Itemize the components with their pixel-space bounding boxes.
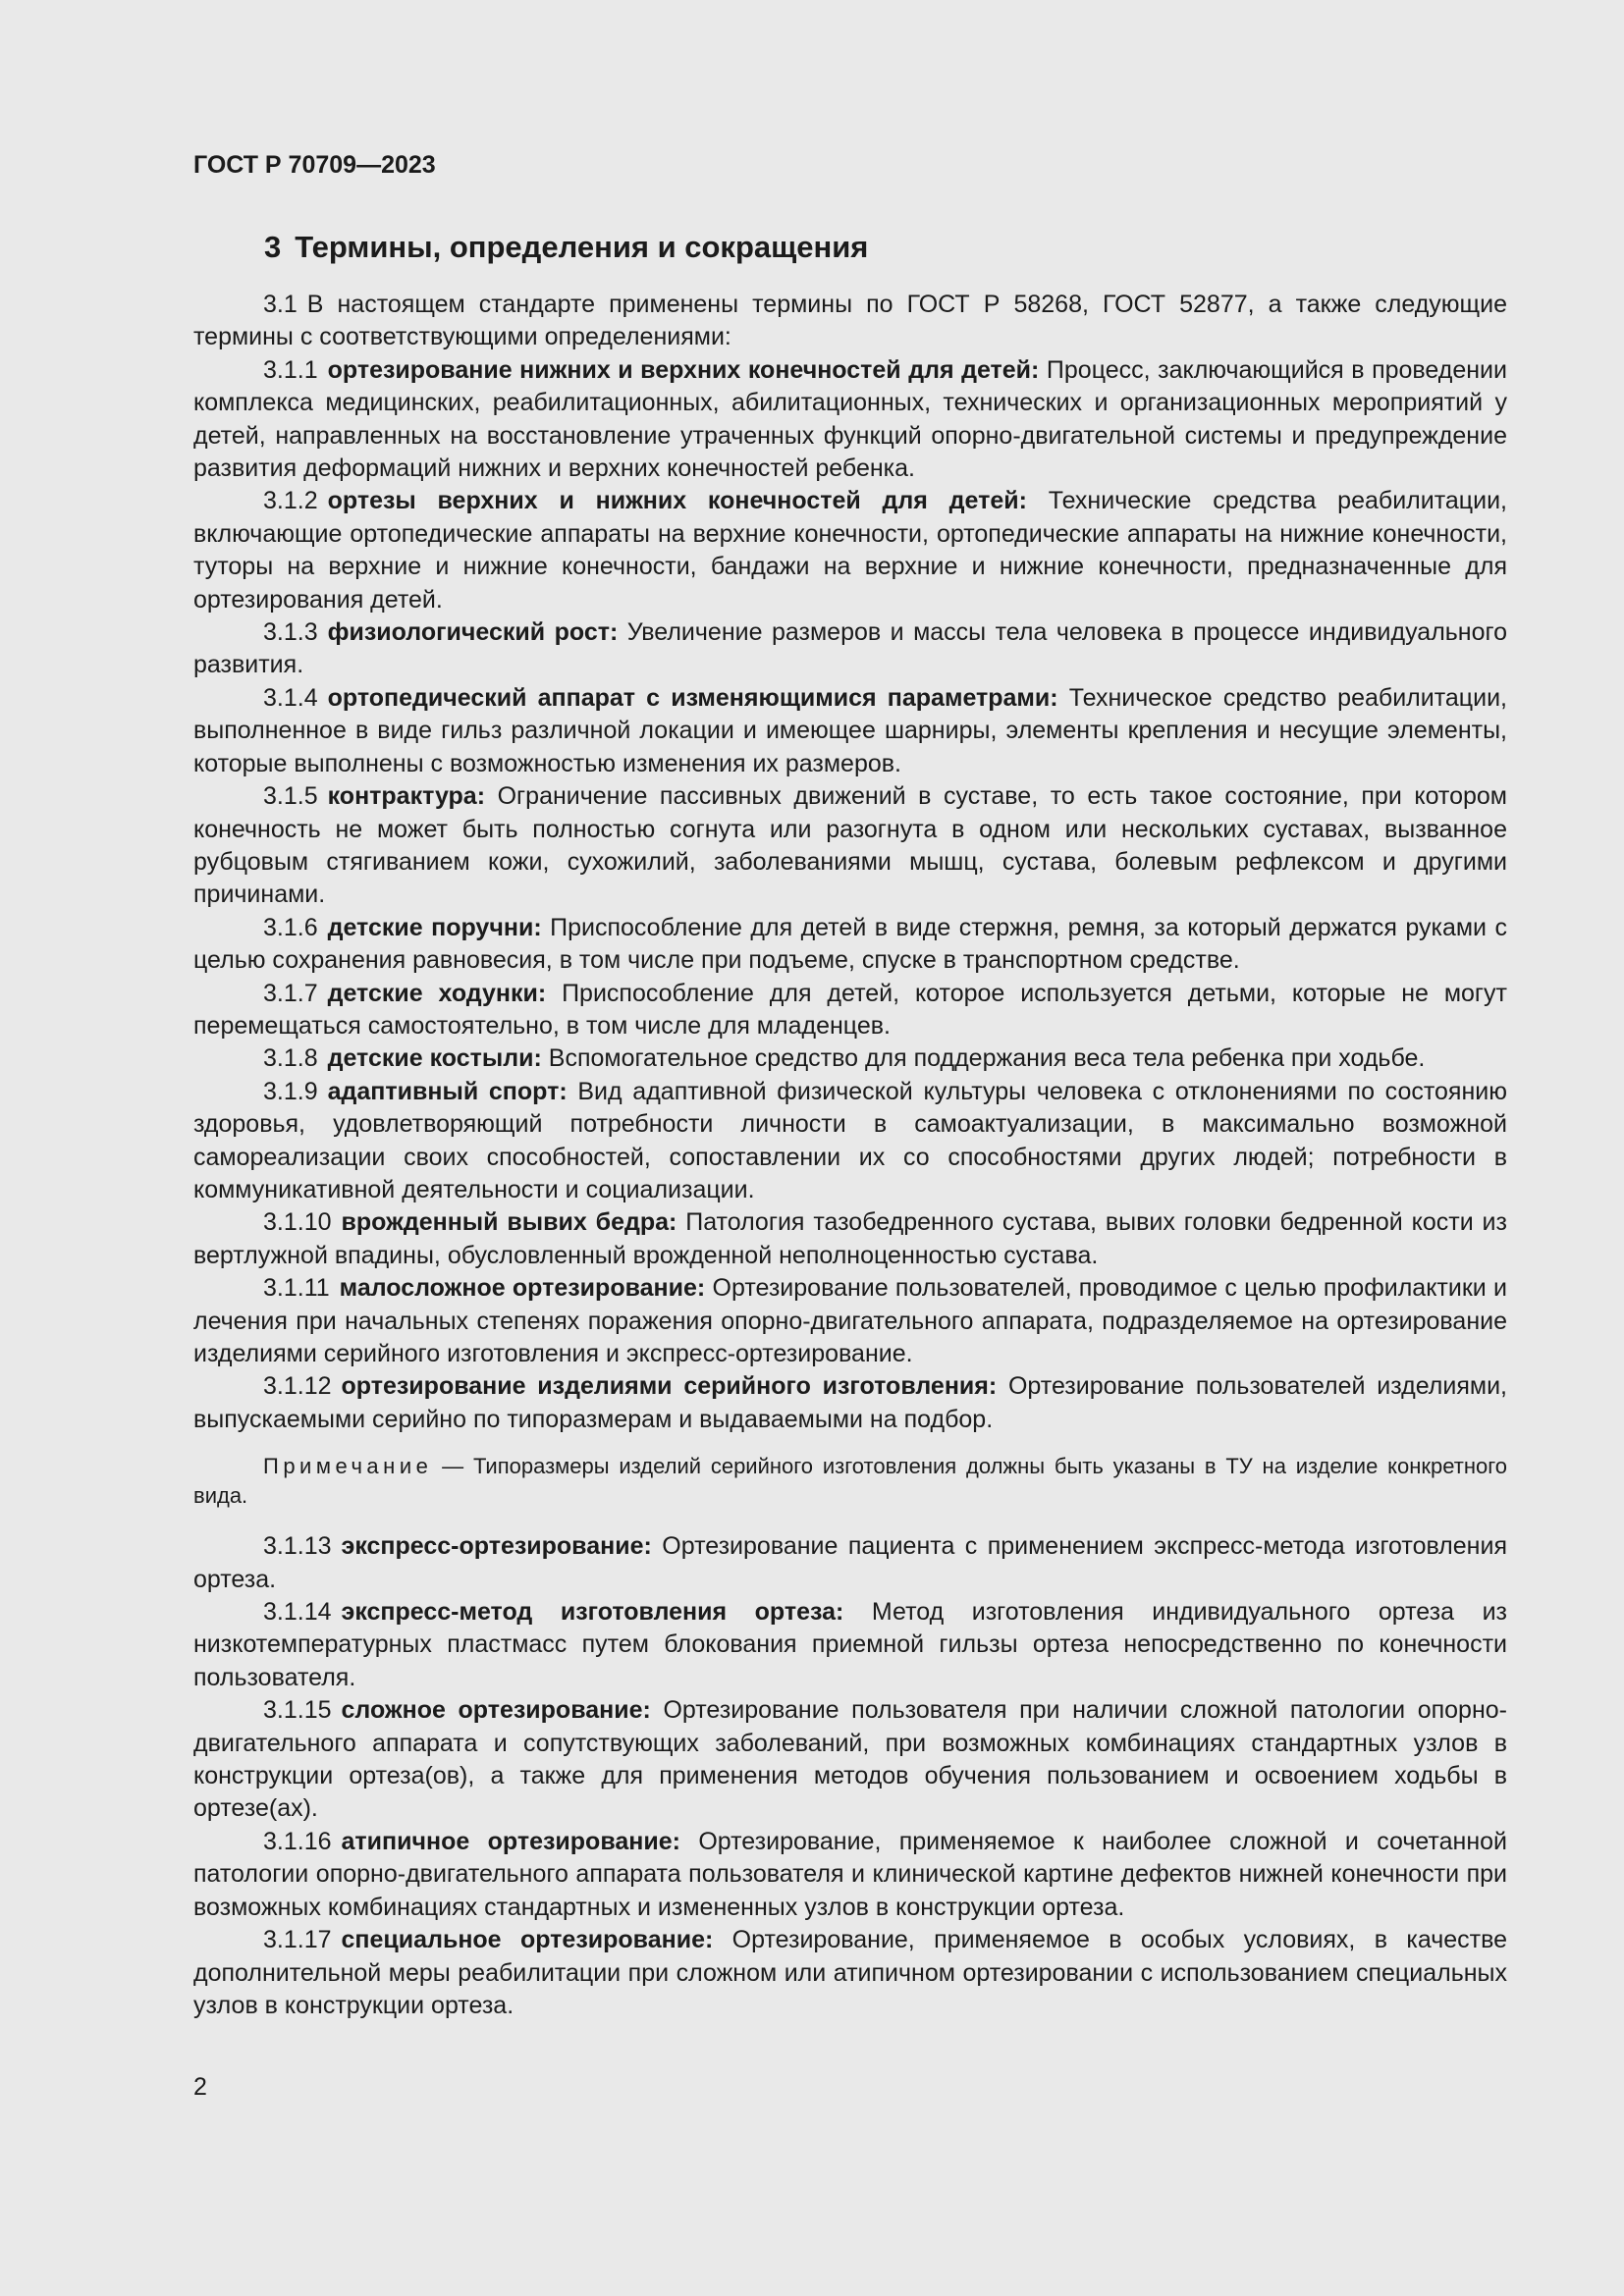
paragraph-number: 3.1	[263, 291, 298, 318]
paragraph-number: 3.1.14	[263, 1598, 332, 1627]
term-name: специальное ортезирование:	[341, 1926, 714, 1954]
paragraph	[193, 289, 1507, 354]
term-text: Процесс, заключающийся в проведении комплекса медицинских, реабилитационных, абилитационных, технических и организационных мероприятий у детей, направленных на восстановление утраченных функций опорно-двигательной системы и предупреждение развития деформаций нижних и верхних конечностей ребенка.	[193, 355, 1507, 483]
paragraph-number: 3.1.3	[263, 618, 318, 647]
terms-list	[193, 289, 1507, 2022]
term-name: детские костыли:	[327, 1044, 542, 1073]
term-definition	[193, 1596, 1507, 1694]
document-page	[193, 145, 1507, 2022]
note	[193, 1452, 1507, 1511]
paragraph-number: 3.1.17	[263, 1926, 332, 1954]
term-name: адаптивный спорт:	[327, 1077, 568, 1105]
term-definition	[193, 1042, 1507, 1075]
term-definition	[193, 978, 1507, 1043]
term-name: атипичное ортезирование:	[341, 1827, 680, 1855]
term-text: Технические средства реабилитации, включающие ортопедические аппараты на верхние конечности, ортопедические аппараты на нижние конечности, туторы на верхние и нижние конечности, бандажи на верхние и нижние конечности, предназначенные для ортезирования детей.	[193, 487, 1507, 614]
term-name: детские поручни:	[327, 913, 542, 941]
term-definition	[193, 1370, 1507, 1436]
term-name: детские ходунки:	[327, 979, 547, 1007]
term-name: ортопедический аппарат с изменяющимися параметрами:	[327, 683, 1058, 712]
term-text: Приспособление для детей, которое используется детьми, которые не могут перемещаться самостоятельно, в том числе для младенцев.	[193, 979, 1507, 1040]
term-definition	[193, 1530, 1507, 1596]
term-text: Приспособление для детей в виде стержня, ремня, за который держатся руками с целью сохранения равновесия, в том числе при подъеме, спуске в транспортном средстве.	[193, 913, 1507, 975]
paragraph-number: 3.1.10	[263, 1208, 332, 1237]
paragraph-number: 3.1.7	[263, 979, 318, 1007]
paragraph-number: 3.1.1	[263, 355, 318, 384]
term-definition	[193, 616, 1507, 682]
term-name: ортезирование изделиями серийного изготовления:	[341, 1372, 998, 1401]
paragraph-text: В настоящем стандарте применены термины по ГОСТ Р 58268, ГОСТ 52877, а также следующие термины с соответствующими определениями:	[193, 291, 1507, 351]
term-definition	[193, 912, 1507, 978]
paragraph-number: 3.1.2	[263, 487, 318, 515]
term-definition	[193, 1206, 1507, 1272]
term-definition	[193, 354, 1507, 486]
section-title: Термины, определения и сокращения	[295, 230, 869, 264]
paragraph-number: 3.1.8	[263, 1044, 318, 1073]
term-name: экспресс-метод изготовления ортеза:	[341, 1598, 844, 1627]
term-text: Ортезирование пациента с применением экспресс-метода изготовления ортеза.	[193, 1532, 1507, 1593]
term-text: Вспомогательное средство для поддержания веса тела ребенка при ходьбе.	[548, 1044, 1426, 1073]
paragraph-number: 3.1.9	[263, 1077, 318, 1105]
paragraph-number: 3.1.5	[263, 782, 318, 811]
term-text: Ортезирование пользователя при наличии сложной патологии опорно-двигательного аппарата и сопутствующих заболеваний, при возможных комбинациях стандартных узлов в конструкции ортеза(ов), а также для применения методов обучения пользованием и освоением ходьбы в ортезе(ах).	[193, 1696, 1507, 1823]
term-definition	[193, 780, 1507, 912]
term-text: Ограничение пассивных движений в суставе, то есть такое состояние, при котором конечность не может быть полностью согнута или разогнута в одном или нескольких суставах, вызванное рубцовым стягиванием кожи, сухожилий, заболеваниями мышц, сустава, болевым рефлексом и другими причинами.	[193, 782, 1507, 909]
term-text: Вид адаптивной физической культуры человека с отклонениями по состоянию здоровья, удовлетворяющий потребности личности в самоактуализации, в максимально возможной самореализации своих способностей, сопоставлении их со способностями других людей; потребности в коммуникативной деятельности и социализации.	[193, 1077, 1507, 1203]
term-text: Увеличение размеров и массы тела человека в процессе индивидуального развития.	[193, 618, 1507, 679]
term-text: Ортезирование пользователей, проводимое с целью профилактики и лечения при начальных степенях поражения опорно-двигательного аппарата, подразделяемое на ортезирование изделиями серийного изготовления и экспресс-ортезирование.	[193, 1274, 1507, 1367]
term-name: малосложное ортезирование:	[339, 1274, 706, 1303]
paragraph-number: 3.1.11	[263, 1274, 330, 1303]
paragraph-number: 3.1.4	[263, 683, 318, 712]
term-definition	[193, 1272, 1507, 1370]
term-text: Ортезирование, применяемое к наиболее сложной и сочетанной патологии опорно-двигательного аппарата пользователя и клинической картине дефектов нижней конечности при возможных комбинациях стандартных и измененных узлов в конструкции ортеза.	[193, 1827, 1507, 1921]
section-heading	[264, 228, 1507, 267]
term-definition	[193, 682, 1507, 780]
paragraph-number: 3.1.6	[263, 913, 318, 941]
term-definition	[193, 1076, 1507, 1207]
term-definition	[193, 1924, 1507, 2022]
note-text: Типоразмеры изделий серийного изготовления должны быть указаны в ТУ на изделие конкретного вида.	[193, 1454, 1507, 1509]
term-definition	[193, 485, 1507, 616]
term-text: Ортезирование пользователей изделиями, выпускаемыми серийно по типоразмерам и выдаваемыми на подбор.	[193, 1372, 1507, 1433]
paragraph-number: 3.1.13	[263, 1532, 332, 1561]
term-name: сложное ортезирование:	[341, 1696, 651, 1725]
term-name: ортезирование нижних и верхних конечностей для детей:	[327, 355, 1040, 384]
term-name: контрактура:	[327, 782, 486, 811]
page-number: 2	[193, 2073, 207, 2101]
document-code: ГОСТ Р 70709—2023	[193, 151, 436, 179]
paragraph-number: 3.1.12	[263, 1372, 332, 1401]
term-name: ортезы верхних и нижних конечностей для детей:	[327, 487, 1027, 515]
term-text: Патология тазобедренного сустава, вывих головки бедренной кости из вертлужной впадины, обусловленный врожденной неполноценностью сустава.	[193, 1208, 1507, 1269]
term-name: физиологический рост:	[327, 618, 619, 647]
term-name: экспресс-ортезирование:	[341, 1532, 652, 1561]
section-number: 3	[264, 230, 282, 264]
paragraph-number: 3.1.16	[263, 1827, 332, 1855]
note-label: Примечание	[263, 1454, 433, 1479]
term-definition	[193, 1694, 1507, 1826]
term-text: Ортезирование, применяемое в особых условиях, в качестве дополнительной меры реабилитации при сложном или атипичном ортезировании с использованием специальных узлов в конструкции ортеза.	[193, 1926, 1507, 2019]
note-dash: —	[432, 1454, 473, 1479]
term-text: Техническое средство реабилитации, выполненное в виде гильз различной локации и имеющее шарниры, элементы крепления и несущие элементы, которые выполнены с возможностью изменения их размеров.	[193, 683, 1507, 777]
term-definition	[193, 1826, 1507, 1924]
term-name: врожденный вывих бедра:	[341, 1208, 677, 1237]
paragraph-number: 3.1.15	[263, 1696, 332, 1725]
term-text: Метод изготовления индивидуального ортеза из низкотемпературных пластмасс путем блокования приемной гильзы ортеза непосредственно по конечности пользователя.	[193, 1598, 1507, 1691]
